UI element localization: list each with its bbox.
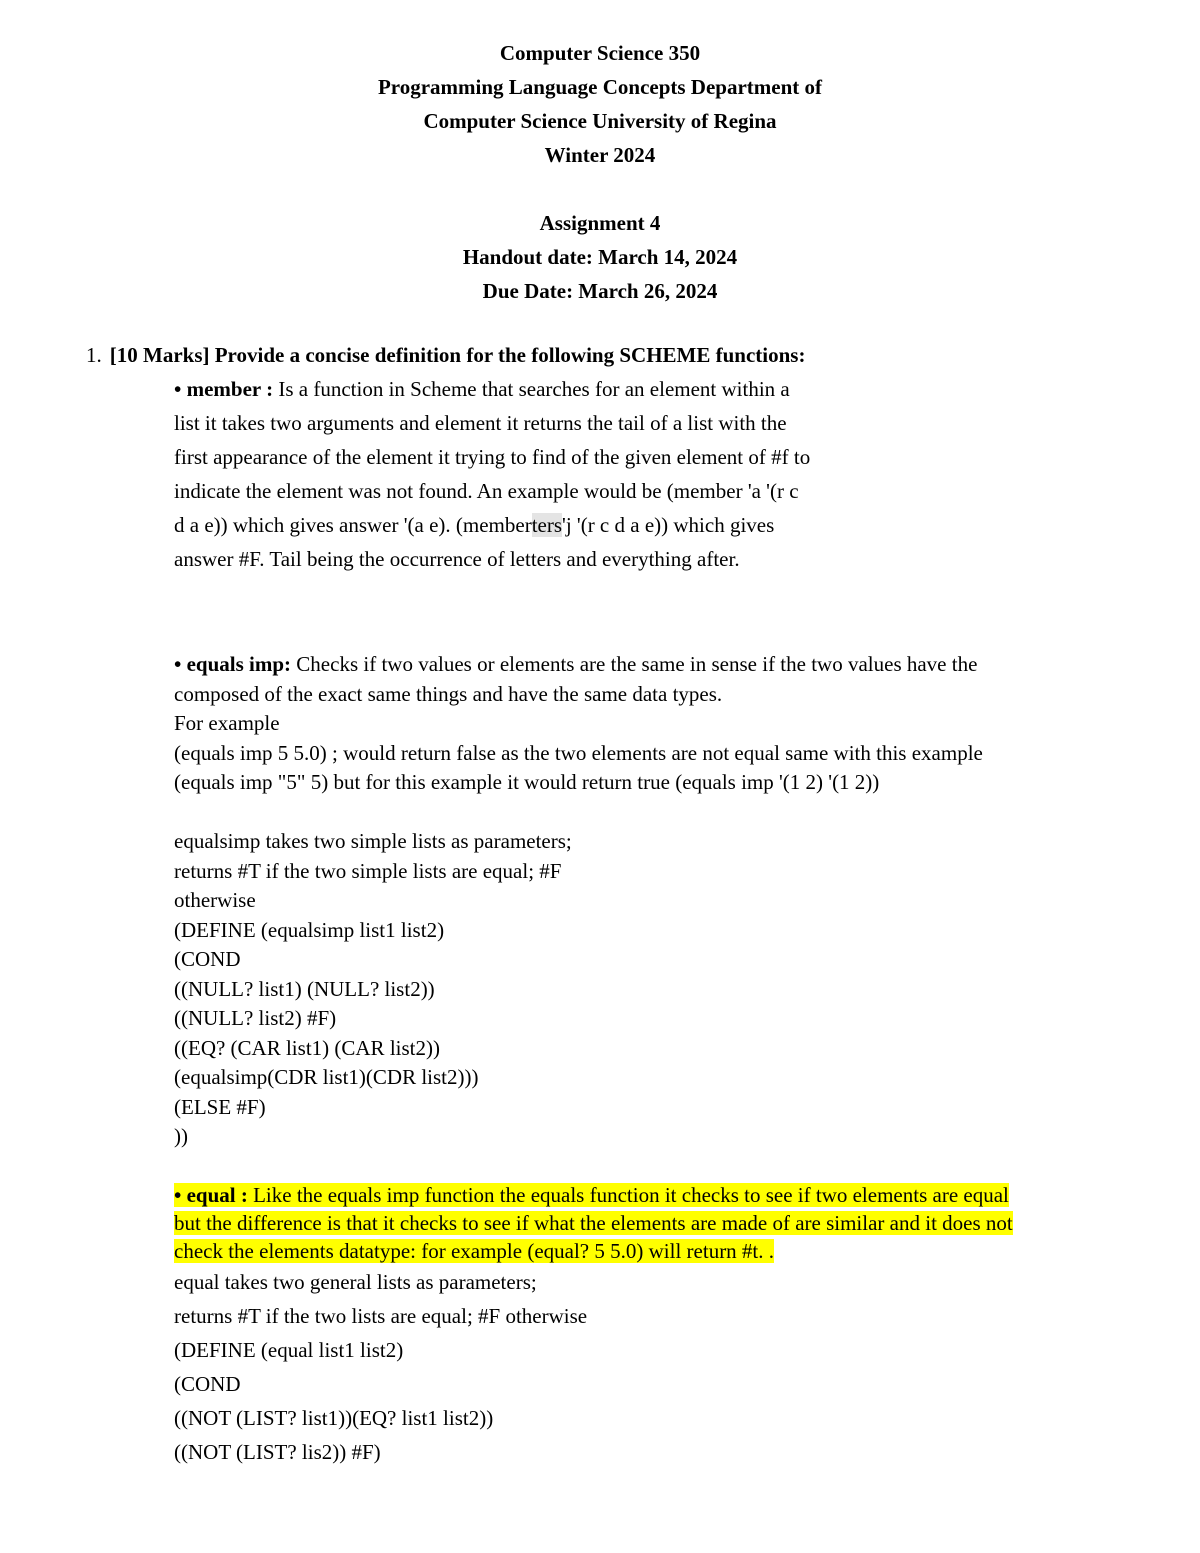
member-term: • member : <box>174 377 274 401</box>
code-line: returns #T if the two lists are equal; #F otherwise <box>174 1304 588 1328</box>
paragraph-line: (equals imp "5" 5) but for this example it would return true (equals imp '(1 2) '(1 2)) <box>174 770 880 794</box>
code-line: (COND <box>174 947 241 971</box>
paragraph-line: d a e)) which gives answer '(a e). (member <box>174 513 532 537</box>
selection-fragment: ters <box>531 513 563 537</box>
highlighted-line: but the difference is that it checks to see if what the elements are made of are similar and it does not <box>174 1211 1013 1235</box>
equal-term: • equal : <box>174 1183 248 1207</box>
paragraph-line: list it takes two arguments and element it returns the tail of a list with the <box>174 411 787 435</box>
paragraph-line: indicate the element was not found. An example would be (member 'a '(r c <box>174 479 799 503</box>
code-line: (DEFINE (equal list1 list2) <box>174 1338 404 1362</box>
highlighted-line: Like the equals imp function the equals function it checks to see if two elements are equal <box>247 1183 1009 1207</box>
code-line: equal takes two general lists as parameters; <box>174 1270 537 1294</box>
question-text: [10 Marks] Provide a concise definition for the following SCHEME functions: <box>109 343 806 367</box>
question-number: 1. <box>86 343 102 367</box>
highlighted-line: check the elements datatype: for example (equal? 5 5.0) will return #t. . <box>174 1239 775 1263</box>
paragraph-line: Is a function in Scheme that searches for an element within a <box>273 377 790 401</box>
paragraph-line: (equals imp 5 5.0) ; would return false as the two elements are not equal same with this example <box>174 740 983 765</box>
member-definition <box>174 372 904 576</box>
code-line: returns #T if the two simple lists are equal; #F <box>174 858 562 883</box>
code-line: ((NOT (LIST? lis2)) #F) <box>174 1440 381 1464</box>
code-line: (COND <box>174 1372 241 1396</box>
code-line: ((EQ? (CAR list1) (CAR list2)) <box>174 1035 440 1060</box>
document-header <box>0 36 1200 308</box>
course-title: Computer Science 350 <box>499 41 701 65</box>
question-1-prompt <box>86 338 986 372</box>
assignment-title: Assignment 4 <box>539 211 661 235</box>
code-line: (equalsimp(CDR list1)(CDR list2))) <box>174 1065 479 1089</box>
code-line: equalsimp takes two simple lists as parameters; <box>174 829 572 853</box>
paragraph-line: first appearance of the element it trying to find of the given element of #f to <box>174 445 811 469</box>
code-line: (ELSE #F) <box>174 1094 266 1119</box>
code-line: ((NOT (LIST? list1))(EQ? list1 list2)) <box>174 1406 494 1430</box>
due-date: Due Date: March 26, 2024 <box>482 279 718 303</box>
paragraph-line: composed of the exact same things and have the same data types. <box>174 681 723 706</box>
paragraph-line: 'j '(r c d a e)) which gives <box>562 513 775 537</box>
university-line: Computer Science University of Regina <box>423 109 777 133</box>
code-line: otherwise <box>174 888 256 912</box>
code-line: (DEFINE (equalsimp list1 list2) <box>174 917 445 942</box>
department-line: Programming Language Concepts Department of <box>377 75 823 99</box>
code-line: ((NULL? list2) #F) <box>174 1006 337 1030</box>
handout-date: Handout date: March 14, 2024 <box>462 245 738 269</box>
paragraph-line: answer #F. Tail being the occurrence of letters and everything after. <box>174 547 740 571</box>
code-line: )) <box>174 1124 188 1148</box>
term-line: Winter 2024 <box>544 143 656 167</box>
paragraph-line: Checks if two values or elements are the same in sense if the two values have the <box>291 652 978 676</box>
paragraph-line: For example <box>174 711 280 735</box>
code-line: ((NULL? list1) (NULL? list2)) <box>174 976 435 1001</box>
equal-definition <box>174 1181 1134 1469</box>
equals-imp-term: • equals imp: <box>174 652 292 676</box>
equals-imp-definition <box>174 650 1134 1152</box>
